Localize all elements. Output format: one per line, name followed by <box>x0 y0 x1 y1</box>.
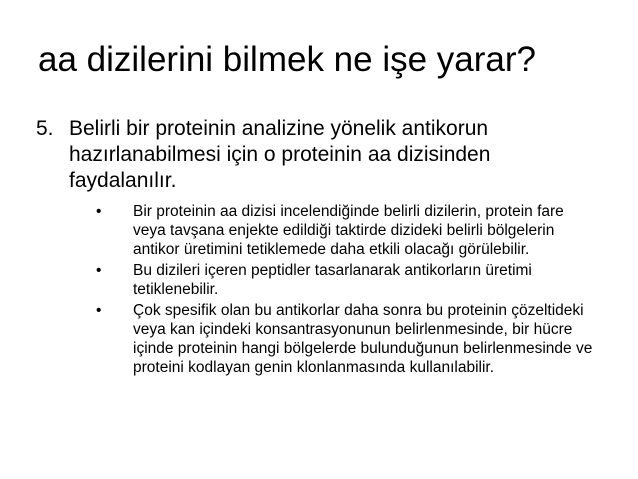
sub-bullet-item <box>96 202 596 259</box>
sub-bullet-item <box>96 301 596 377</box>
bullet-icon: • <box>96 302 102 319</box>
sub-bullet-text: Çok spesifik olan bu antikorlar daha sonra bu proteinin çözeltideki veya kan içindeki konsantrasyonunun belirlenmesinde, bir hücre içinde proteinin hangi bölgelerde bulunduğunun belirlenmesinde ve proteini kodlayan genin klonlanmasında kullanılabilir. <box>133 302 593 376</box>
bullet-icon: • <box>96 203 102 220</box>
sub-bullet-item <box>96 261 596 299</box>
numbered-point <box>36 116 596 194</box>
slide-title: aa dizilerini bilmek ne işe yarar? <box>38 40 536 79</box>
sub-bullet-list <box>96 202 596 379</box>
point-text: Belirli bir proteinin analizine yönelik antikorun hazırlanabilmesi için o proteinin aa dizisinden faydalanılır. <box>69 117 491 192</box>
sub-bullet-text: Bir proteinin aa dizisi incelendiğinde belirli dizilerin, protein fare veya tavşana enjekte edildiği taktirde dizideki belirli bölgelerin antikor üretimini tetiklemede daha etkili olacağı görülebilir. <box>133 203 564 258</box>
bullet-icon: • <box>96 262 102 279</box>
sub-bullet-text: Bu dizileri içeren peptidler tasarlanarak antikorların üretimi tetiklenebilir. <box>133 262 532 298</box>
point-number: 5. <box>36 117 54 140</box>
